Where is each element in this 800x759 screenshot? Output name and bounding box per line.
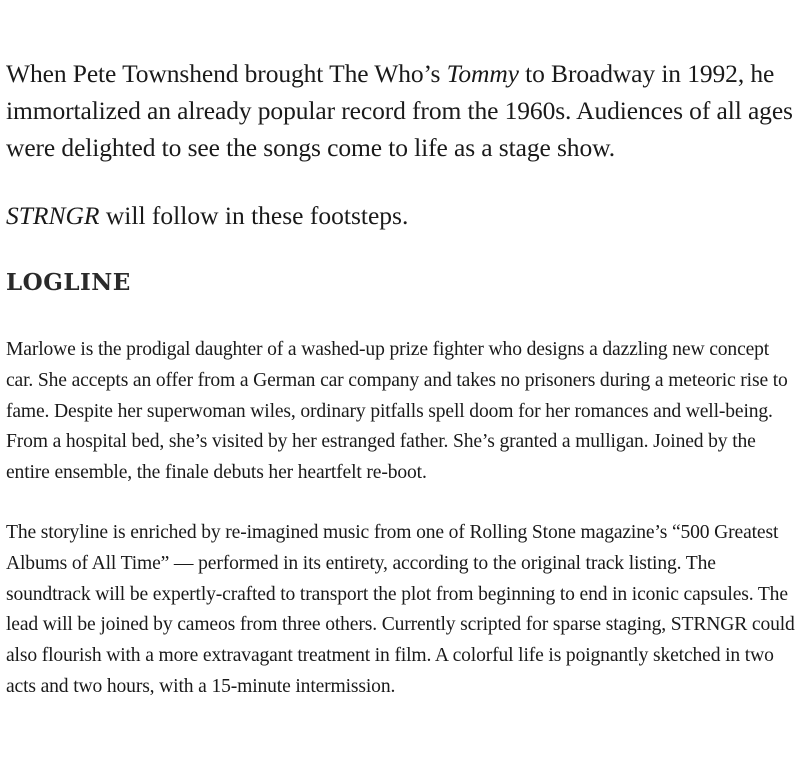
logline-heading: LOGLINE — [6, 269, 131, 296]
album-title: Tommy — [446, 59, 519, 88]
logline-paragraph-2: The storyline is enriched by re-imagined music from one of Rolling Stone magazine’s “500 Greatest Albums of All Time” — performed in its entirety, according to the original track listing. The soundtrack will be expertly-crafted to transport the plot from beginning to end in iconic capsules. The lead will be joined by cameos from three others. Currently scripted for sparse staging, STRNGR could also flourish with a more extravagant treatment in film. A colorful life is poignantly sketched in two acts and two hours, with a 15-minute intermission. — [6, 522, 795, 697]
follow-text: will follow in these footsteps. — [99, 201, 409, 230]
follow-paragraph — [6, 197, 798, 234]
show-title: STRNGR — [6, 201, 100, 230]
logline-paragraph-1: Marlowe is the prodigal daughter of a washed-up prize fighter who designs a dazzling new concept car. She accepts an offer from a German car company and takes no prisoners during a meteoric rise to fame. Despite her superwoman wiles, ordinary pitfalls spell doom for her romances and well-being. From a hospital bed, she’s visited by her estranged father. She’s granted a mulligan. Joined by the entire ensemble, the finale debuts her heartfelt re-boot. — [6, 339, 788, 484]
intro-paragraph — [6, 55, 798, 166]
intro-text-start: When Pete Townshend brought The Who’s — [6, 59, 447, 88]
intro-text-end: to Broadway in 1992, he immortalized an already popular record from the 1960s. Audiences of all ages were delighted to see the songs come to life as a stage show. — [6, 59, 793, 162]
